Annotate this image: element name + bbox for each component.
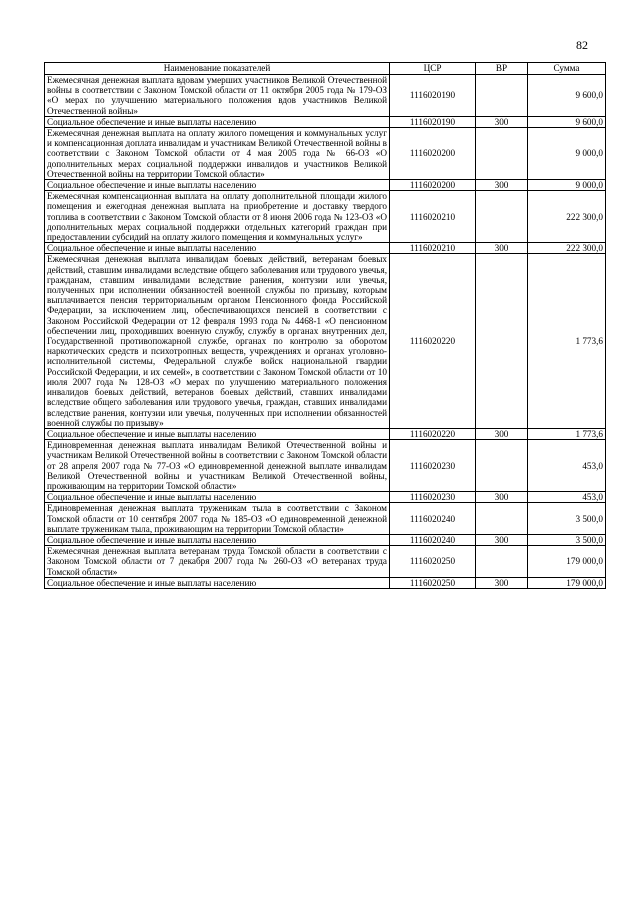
row-name: Ежемесячная денежная выплата ветеранам труда Томской области в соответствии с Законом Томской области от 7 декабря 2007 года № 260-ОЗ «О ветеранах труда Томской области»: [45, 546, 390, 578]
row-sum: 222 300,0: [528, 243, 606, 254]
row-sum: 9 000,0: [528, 180, 606, 191]
row-name: Социальное обеспечение и иные выплаты населению: [45, 577, 390, 588]
page-number: 82: [576, 38, 588, 52]
table-row: [45, 428, 606, 439]
row-vr: 300: [476, 534, 528, 545]
row-vr: 300: [476, 577, 528, 588]
row-csr: 1116020250: [390, 577, 476, 588]
row-sum: 9 600,0: [528, 116, 606, 127]
table-row: [45, 577, 606, 588]
row-csr: 1116020230: [390, 440, 476, 492]
row-sum: 179 000,0: [528, 546, 606, 578]
row-name: Ежемесячная денежная выплата на оплату жилого помещения и коммунальных услуг и компенсационная доплата инвалидам и участникам Великой Отечественной войны в соответствии с Законом Томской области от 4 мая 2005 года № 66-ОЗ «О дополнительных мерах социальной поддержки инвалидов и участников Великой Отечественной войны на территории Томской области»: [45, 128, 390, 180]
table-row: [45, 534, 606, 545]
row-name: Единовременная денежная выплата инвалидам Великой Отечественной войны и участникам Великой Отечественной войны в соответствии с Законом Томской области от 28 апреля 2007 года № 77-ОЗ «О единовременной денежной выплате инвалидам Великой Отечественной войны и участникам Великой Отечественной войны, проживающим на территории Томской области»: [45, 440, 390, 492]
row-sum: 3 500,0: [528, 534, 606, 545]
table-row: [45, 243, 606, 254]
row-name: Социальное обеспечение и иные выплаты населению: [45, 243, 390, 254]
row-sum: 222 300,0: [528, 191, 606, 243]
row-sum: 179 000,0: [528, 577, 606, 588]
row-vr: [476, 191, 528, 243]
row-vr: 300: [476, 492, 528, 503]
row-vr: [476, 128, 528, 180]
row-csr: 1116020230: [390, 492, 476, 503]
table-row: [45, 191, 606, 243]
table-row: [45, 492, 606, 503]
row-sum: 9 000,0: [528, 128, 606, 180]
table-row: [45, 546, 606, 578]
table-header-row: [45, 63, 606, 75]
header-csr: ЦСР: [390, 63, 476, 75]
table-row: [45, 440, 606, 492]
row-name: Ежемесячная компенсационная выплата на оплату дополнительной площади жилого помещения и ежегодная денежная выплата на приобретение и доставку твердого топлива в соответствии с Законом Томской области от 8 июня 2006 года № 123-ОЗ «О дополнительных мерах социальной поддержки отдельных категорий граждан при предоставлении субсидий на оплату жилого помещения и коммунальных услуг»: [45, 191, 390, 243]
row-vr: 300: [476, 428, 528, 439]
row-csr: 1116020200: [390, 128, 476, 180]
header-sum: Сумма: [528, 63, 606, 75]
row-csr: 1116020220: [390, 428, 476, 439]
row-vr: [476, 546, 528, 578]
row-csr: 1116020250: [390, 546, 476, 578]
row-name: Социальное обеспечение и иные выплаты населению: [45, 180, 390, 191]
row-csr: 1116020210: [390, 191, 476, 243]
table-row: [45, 503, 606, 535]
row-sum: 9 600,0: [528, 75, 606, 117]
row-sum: 453,0: [528, 492, 606, 503]
row-csr: 1116020200: [390, 180, 476, 191]
row-name: Социальное обеспечение и иные выплаты населению: [45, 534, 390, 545]
table-row: [45, 254, 606, 428]
table-row: [45, 116, 606, 127]
row-vr: 300: [476, 116, 528, 127]
row-vr: 300: [476, 243, 528, 254]
row-vr: [476, 440, 528, 492]
row-name: Единовременная денежная выплата труженикам тыла в соответствии с Законом Томской области от 10 сентября 2007 года № 185-ОЗ «О единовременной денежной выплате труженикам тыла, проживающим на территории Томской области»: [45, 503, 390, 535]
row-csr: 1116020240: [390, 503, 476, 535]
table-row: [45, 180, 606, 191]
row-csr: 1116020190: [390, 75, 476, 117]
row-csr: 1116020190: [390, 116, 476, 127]
row-vr: [476, 503, 528, 535]
table-row: [45, 128, 606, 180]
row-name: Социальное обеспечение и иные выплаты населению: [45, 428, 390, 439]
row-csr: 1116020220: [390, 254, 476, 428]
row-sum: 3 500,0: [528, 503, 606, 535]
header-vr: ВР: [476, 63, 528, 75]
row-csr: 1116020240: [390, 534, 476, 545]
row-sum: 453,0: [528, 440, 606, 492]
row-name: Ежемесячная денежная выплата вдовам умерших участников Великой Отечественной войны в соответствии с Законом Томской области от 11 октября 2005 года № 179-ОЗ «О мерах по улучшению материального положения вдов участников Великой Отечественной войны»: [45, 75, 390, 117]
table-row: [45, 75, 606, 117]
row-vr: [476, 254, 528, 428]
row-vr: [476, 75, 528, 117]
row-name: Социальное обеспечение и иные выплаты населению: [45, 492, 390, 503]
header-name: Наименование показателей: [45, 63, 390, 75]
row-sum: 1 773,6: [528, 254, 606, 428]
row-vr: 300: [476, 180, 528, 191]
budget-table: [44, 62, 606, 589]
row-csr: 1116020210: [390, 243, 476, 254]
row-sum: 1 773,6: [528, 428, 606, 439]
row-name: Социальное обеспечение и иные выплаты населению: [45, 116, 390, 127]
row-name: Ежемесячная денежная выплата инвалидам боевых действий, ветеранам боевых действий, ставшим инвалидами вследствие общего заболевания или трудового увечья, гражданам, ставшим инвалидами вследствие ранения, контузии или увечья, полученных при исполнении обязанностей военной службы по призыву, которым выплачивается пенсия территориальным органом Пенсионного фонда Российской Федерации, за исключением лиц, обеспечивающихся пенсией в соответствии с Законом Российской Федерации от 12 февраля 1993 года № 4468-1 «О пенсионном обеспечении лиц, проходивших военную службу, службу в органах внутренних дел, Государственной противопожарной службе, органах по контролю за оборотом наркотических средств и психотропных веществ, учреждениях и органах уголовно-исполнительной системы, Федеральной службе войск национальной гвардии Российской Федерации, и их семей», в соответствии с Законом Томской области от 10 июля 2007 года № 128-ОЗ «О мерах по улучшению материального положения инвалидов боевых действий, ветеранов боевых действий, ставших инвалидами вследствие общего заболевания или трудового увечья, граждан, ставших инвалидами вследствие ранения, контузии или увечья, полученных при исполнении обязанностей военной службы по призыву»: [45, 254, 390, 428]
